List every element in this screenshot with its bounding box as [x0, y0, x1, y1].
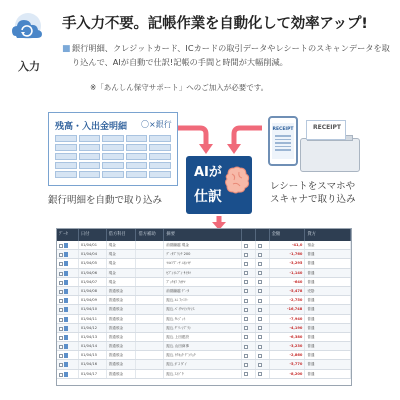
table-row[interactable]: [57, 360, 351, 369]
row-select-checkbox[interactable]: [57, 370, 79, 378]
document-icon: [64, 335, 68, 340]
table-cell: 振込 ﾕﾆ ﾌｧﾐﾘｰ: [164, 296, 241, 304]
table-cell: 01/04/09: [79, 296, 107, 304]
table-cell: 普通預金: [107, 305, 137, 313]
amount-cell: -4,190: [270, 324, 306, 332]
ai-journal-box: [186, 156, 252, 214]
row-select-checkbox[interactable]: [57, 315, 79, 323]
table-cell: 普通: [305, 370, 351, 378]
table-cell: 普通預金: [107, 287, 137, 295]
table-row[interactable]: [57, 250, 351, 259]
amount-cell: -3,295: [270, 259, 306, 267]
table-row[interactable]: [57, 333, 351, 342]
table-cell: 普通: [305, 315, 351, 323]
row-flag-checkbox[interactable]: [256, 296, 270, 304]
row-flag-checkbox[interactable]: [256, 250, 270, 258]
column-header[interactable]: 借方科目: [107, 229, 137, 241]
table-cell: 振込 ｸﾚｼﾞｯﾄ: [164, 315, 241, 323]
row-select-checkbox[interactable]: [57, 305, 79, 313]
amount-cell: -41,0: [270, 241, 306, 249]
table-cell: 現金: [107, 259, 137, 267]
row-flag-checkbox[interactable]: [242, 250, 256, 258]
table-cell: 普通: [305, 305, 351, 313]
table-cell: 01/04/13: [79, 333, 107, 341]
document-icon: [64, 326, 68, 331]
row-flag-checkbox[interactable]: [242, 370, 256, 378]
table-cell: [136, 259, 164, 267]
table-row[interactable]: [57, 278, 351, 287]
bank-statement-card: [48, 112, 178, 186]
table-cell: 振込 上田建設: [164, 333, 241, 341]
row-flag-checkbox[interactable]: [242, 287, 256, 295]
document-icon: [64, 271, 68, 276]
amount-cell: -5,478: [270, 287, 306, 295]
amount-cell: -1,140: [270, 269, 306, 277]
document-icon: [64, 243, 68, 248]
row-flag-checkbox[interactable]: [242, 360, 256, 368]
table-cell: [136, 370, 164, 378]
table-cell: 現金: [107, 250, 137, 258]
table-cell: 普通: [305, 259, 351, 267]
table-cell: 預金: [305, 241, 351, 249]
table-cell: 振込 ｶﾞｽ ﾀﾞｲ: [164, 360, 241, 368]
row-flag-checkbox[interactable]: [256, 351, 270, 359]
ai-label: AIが: [194, 165, 222, 180]
bank-name: 〇×銀行: [141, 120, 172, 129]
table-row[interactable]: [57, 269, 351, 278]
receipt-paper: [306, 120, 346, 140]
row-select-checkbox[interactable]: [57, 296, 79, 304]
document-icon: [64, 344, 68, 349]
table-cell: [136, 287, 164, 295]
bank-card-title: 残高・入出金明細: [55, 122, 128, 132]
table-cell: 振込 ｸﾞﾘｰﾝﾌﾟﾗﾝ: [164, 324, 241, 332]
table-cell: 01/04/11: [79, 315, 107, 323]
scanner-icon: [300, 138, 360, 172]
column-header[interactable]: ﾃﾞｰﾀ: [57, 229, 79, 241]
row-select-checkbox[interactable]: [57, 241, 79, 249]
table-cell: 普通: [305, 324, 351, 332]
table-cell: 普通: [305, 342, 351, 350]
table-row[interactable]: [57, 305, 351, 314]
table-cell: [136, 360, 164, 368]
table-cell: 普通: [305, 278, 351, 286]
receipt-caption-line2: スキャナで取り込み: [270, 194, 356, 205]
table-cell: 普通: [305, 360, 351, 368]
table-cell: 現金: [107, 278, 137, 286]
table-cell: 普通: [305, 333, 351, 341]
row-flag-checkbox[interactable]: [242, 324, 256, 332]
journal-table-screenshot: [56, 228, 352, 386]
table-cell: 普通預金: [107, 351, 137, 359]
journal-label: 仕訳: [194, 189, 222, 205]
column-header[interactable]: [242, 229, 256, 241]
amount-cell: -2,860: [270, 351, 306, 359]
description-block: [62, 42, 392, 69]
table-cell: [136, 351, 164, 359]
table-row[interactable]: [57, 259, 351, 268]
table-cell: 振込 ｽｲﾄﾞｳ: [164, 370, 241, 378]
row-flag-checkbox[interactable]: [256, 333, 270, 341]
table-cell: 普通預金: [107, 342, 137, 350]
row-select-checkbox[interactable]: [57, 360, 79, 368]
table-cell: 01/04/04: [79, 250, 107, 258]
table-cell: 普通: [305, 269, 351, 277]
row-flag-checkbox[interactable]: [242, 259, 256, 267]
table-cell: 振込 ﾄｳｷｮｳ ﾃﾞﾝﾘｮｸ: [164, 351, 241, 359]
document-icon: [64, 261, 68, 266]
amount-cell: -7,940: [270, 315, 306, 323]
table-cell: 普通預金: [107, 315, 137, 323]
row-flag-checkbox[interactable]: [256, 370, 270, 378]
row-flag-checkbox[interactable]: [256, 324, 270, 332]
table-cell: 01/04/06: [79, 269, 107, 277]
row-flag-checkbox[interactable]: [256, 278, 270, 286]
table-cell: 01/04/08: [79, 287, 107, 295]
table-row[interactable]: [57, 370, 351, 379]
document-icon: [64, 252, 68, 257]
smartphone-icon: [268, 116, 298, 166]
row-flag-checkbox[interactable]: [242, 315, 256, 323]
table-cell: [136, 315, 164, 323]
table-cell: 振込 山田商事: [164, 342, 241, 350]
table-row[interactable]: [57, 296, 351, 305]
table-cell: 01/04/05: [79, 259, 107, 267]
table-cell: [136, 305, 164, 313]
document-icon: [64, 298, 68, 303]
table-cell: 現金: [107, 269, 137, 277]
row-flag-checkbox[interactable]: [242, 342, 256, 350]
section-label: 入力: [18, 60, 40, 73]
bank-caption: 銀行明細を自動で取り込み: [48, 195, 163, 206]
table-cell: ﾃﾞｰﾀﾌﾞﾗﾝｸ 200: [164, 250, 241, 258]
receipt-label: RECEIPT: [313, 124, 341, 131]
column-header[interactable]: 金額: [270, 229, 306, 241]
table-cell: 現金: [107, 241, 137, 249]
bullet-icon: ■: [62, 44, 71, 54]
table-cell: ｾﾌﾞﾝｲﾚﾌﾞﾝ ｻｲﾀﾏ: [164, 269, 241, 277]
table-cell: 普通: [305, 351, 351, 359]
row-flag-checkbox[interactable]: [256, 342, 270, 350]
document-icon: [64, 317, 68, 322]
table-cell: 前期繰越 現金: [164, 241, 241, 249]
table-row[interactable]: [57, 287, 351, 296]
table-cell: [136, 269, 164, 277]
table-cell: ﾏﾙｴﾂﾌﾟｰﾁ ﾆﾎﾝﾏﾁ: [164, 259, 241, 267]
table-cell: [136, 250, 164, 258]
row-flag-checkbox[interactable]: [256, 269, 270, 277]
row-flag-checkbox[interactable]: [256, 315, 270, 323]
table-cell: 普通預金: [107, 296, 137, 304]
table-cell: [136, 333, 164, 341]
receipt-caption: [270, 180, 356, 206]
row-flag-checkbox[interactable]: [256, 241, 270, 249]
row-flag-checkbox[interactable]: [242, 333, 256, 341]
table-cell: 普通: [305, 250, 351, 258]
table-cell: 普通: [305, 296, 351, 304]
table-cell: 01/04/10: [79, 305, 107, 313]
document-icon: [64, 307, 68, 312]
row-select-checkbox[interactable]: [57, 324, 79, 332]
amount-cell: -1,760: [270, 250, 306, 258]
row-select-checkbox[interactable]: [57, 250, 79, 258]
table-body: [57, 241, 351, 379]
row-select-checkbox[interactable]: [57, 287, 79, 295]
row-flag-checkbox[interactable]: [242, 305, 256, 313]
brain-icon: [224, 166, 250, 196]
row-flag-checkbox[interactable]: [256, 259, 270, 267]
table-cell: [136, 342, 164, 350]
column-header[interactable]: 日付: [79, 229, 107, 241]
table-cell: 01/04/14: [79, 342, 107, 350]
table-row[interactable]: [57, 351, 351, 360]
row-select-checkbox[interactable]: [57, 333, 79, 341]
row-flag-checkbox[interactable]: [256, 287, 270, 295]
column-header[interactable]: 借方補助: [136, 229, 164, 241]
document-icon: [64, 362, 68, 367]
table-cell: 普通預金: [107, 370, 137, 378]
row-select-checkbox[interactable]: [57, 269, 79, 277]
row-flag-checkbox[interactable]: [242, 351, 256, 359]
table-cell: 普通預金: [107, 360, 137, 368]
amount-cell: -640: [270, 278, 306, 286]
table-cell: 01/04/17: [79, 370, 107, 378]
amount-cell: -5,770: [270, 360, 306, 368]
row-flag-checkbox[interactable]: [242, 278, 256, 286]
table-row[interactable]: [57, 342, 351, 351]
column-header[interactable]: 摘要: [164, 229, 241, 241]
amount-cell: -6,380: [270, 333, 306, 341]
table-cell: 普通預金: [107, 333, 137, 341]
table-cell: 01/04/16: [79, 360, 107, 368]
table-cell: [136, 278, 164, 286]
row-flag-checkbox[interactable]: [242, 296, 256, 304]
amount-cell: -8,200: [270, 370, 306, 378]
table-cell: 01/04/12: [79, 324, 107, 332]
table-cell: 普通預金: [107, 324, 137, 332]
receipt-caption-line1: レシートをスマホや: [270, 181, 356, 192]
headline: 手入力不要。記帳作業を自動化して効率アップ!: [62, 16, 368, 32]
row-flag-checkbox[interactable]: [256, 360, 270, 368]
table-cell: [136, 324, 164, 332]
document-icon: [64, 353, 68, 358]
table-cell: 前期繰越 ﾃﾞｰﾀ: [164, 287, 241, 295]
row-flag-checkbox[interactable]: [256, 305, 270, 313]
row-select-checkbox[interactable]: [57, 351, 79, 359]
cloud-sync-icon: [6, 10, 52, 46]
table-cell: [136, 241, 164, 249]
table-cell: 01/04/07: [79, 278, 107, 286]
amount-cell: -3,230: [270, 342, 306, 350]
row-flag-checkbox[interactable]: [242, 269, 256, 277]
description-text: 銀行明細、クレジットカード、ICカードの取引データやレシートのスキャンデータを取り込んで、AIが自動で仕訳!記帳の手間と時間が大幅削減。: [72, 43, 390, 67]
table-cell: 売掛: [305, 287, 351, 295]
row-select-checkbox[interactable]: [57, 342, 79, 350]
amount-cell: -16,748: [270, 305, 306, 313]
table-row[interactable]: [57, 241, 351, 250]
table-cell: 01/04/01: [79, 241, 107, 249]
table-cell: [136, 296, 164, 304]
document-icon: [64, 280, 68, 285]
row-flag-checkbox[interactable]: [242, 241, 256, 249]
table-cell: 01/04/15: [79, 351, 107, 359]
amount-cell: -2,750: [270, 296, 306, 304]
table-row[interactable]: [57, 315, 351, 324]
document-icon: [64, 372, 68, 377]
statement-grid: [55, 135, 171, 181]
column-header[interactable]: [256, 229, 270, 241]
row-select-checkbox[interactable]: [57, 259, 79, 267]
column-header[interactable]: 貸方: [305, 229, 351, 241]
footnote: ※「あんしん保守サポート」へのご加入が必要です。: [90, 83, 269, 92]
document-icon: [64, 289, 68, 294]
phone-receipt-label: RECEIPT: [272, 127, 294, 132]
table-header: [57, 229, 351, 241]
table-row[interactable]: [57, 324, 351, 333]
table-cell: 振込 ﾊﾞｲｸﾏｼﾝﾃﾅﾝｽ: [164, 305, 241, 313]
table-cell: ﾌﾞｯｸｵﾌ ｱｵﾔﾏ: [164, 278, 241, 286]
row-select-checkbox[interactable]: [57, 278, 79, 286]
